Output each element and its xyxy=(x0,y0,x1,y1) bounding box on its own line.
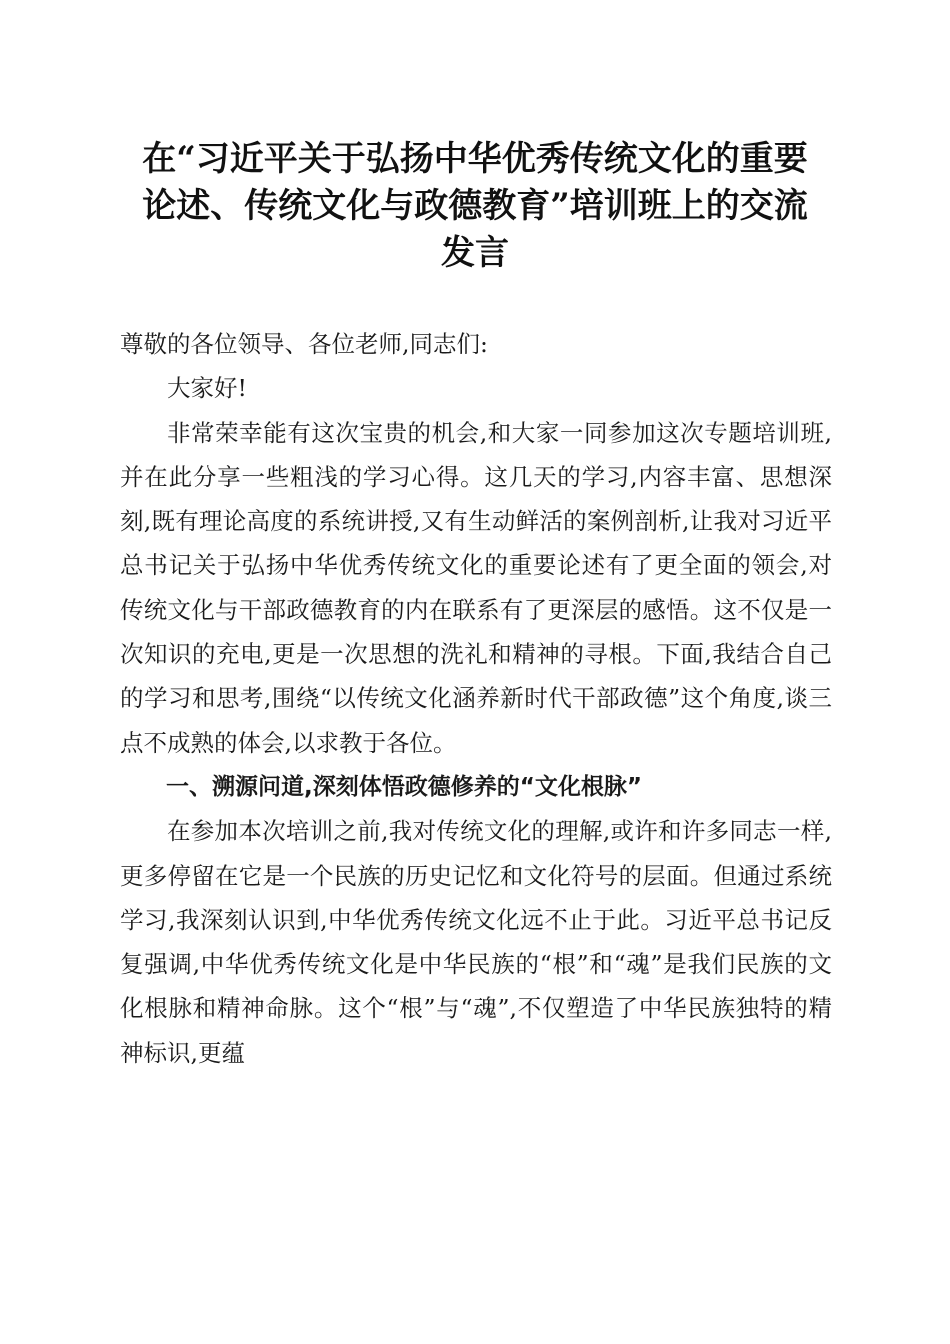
paragraph-2: 在参加本次培训之前,我对传统文化的理解,或许和许多同志一样,更多停留在它是一个民族的历史记忆和文化符号的层面。但通过系统学习,我深刻认识到,中华优秀传统文化远不止于此。习近平总书记反复强调,中华优秀传统文化是中华民族的“根”和“魂”是我们民族的文化根脉和精神命脉。这个“根”与“魂”,不仅塑造了中华民族独特的精神标识,更蕴 xyxy=(120,817,832,1067)
title-line-1: 在“习近平关于弘扬中华优秀传统文化的重要 xyxy=(142,139,808,179)
salutation: 尊敬的各位领导、各位老师,同志们: xyxy=(120,330,488,358)
greeting: 大家好! xyxy=(167,374,247,403)
document-title xyxy=(110,136,840,277)
paragraph-1: 非常荣幸能有这次宝贵的机会,和大家一同参加这次专题培训班,并在此分享一些粗浅的学习心得。这几天的学习,内容丰富、思想深刻,既有理论高度的系统讲授,又有生动鲜活的案例剖析,让我对习近平总书记关于弘扬中华优秀传统文化的重要论述有了更全面的领会,对传统文化与干部政德教育的内在联系有了更深层的感悟。这不仅是一次知识的充电,更是一次思想的洗礼和精神的寻根。下面,我结合自己的学习和思考,围绕“以传统文化涵养新时代干部政德”这个角度,谈三点不成熟的体会,以求教于各位。 xyxy=(120,418,832,757)
section-heading-1: 一、溯源问道,深刻体悟政德修养的“文化根脉” xyxy=(166,773,642,800)
title-line-3: 发言 xyxy=(441,233,509,273)
document-body xyxy=(120,322,832,1075)
title-line-2: 论述、传统文化与政德教育”培训班上的交流 xyxy=(142,186,808,226)
